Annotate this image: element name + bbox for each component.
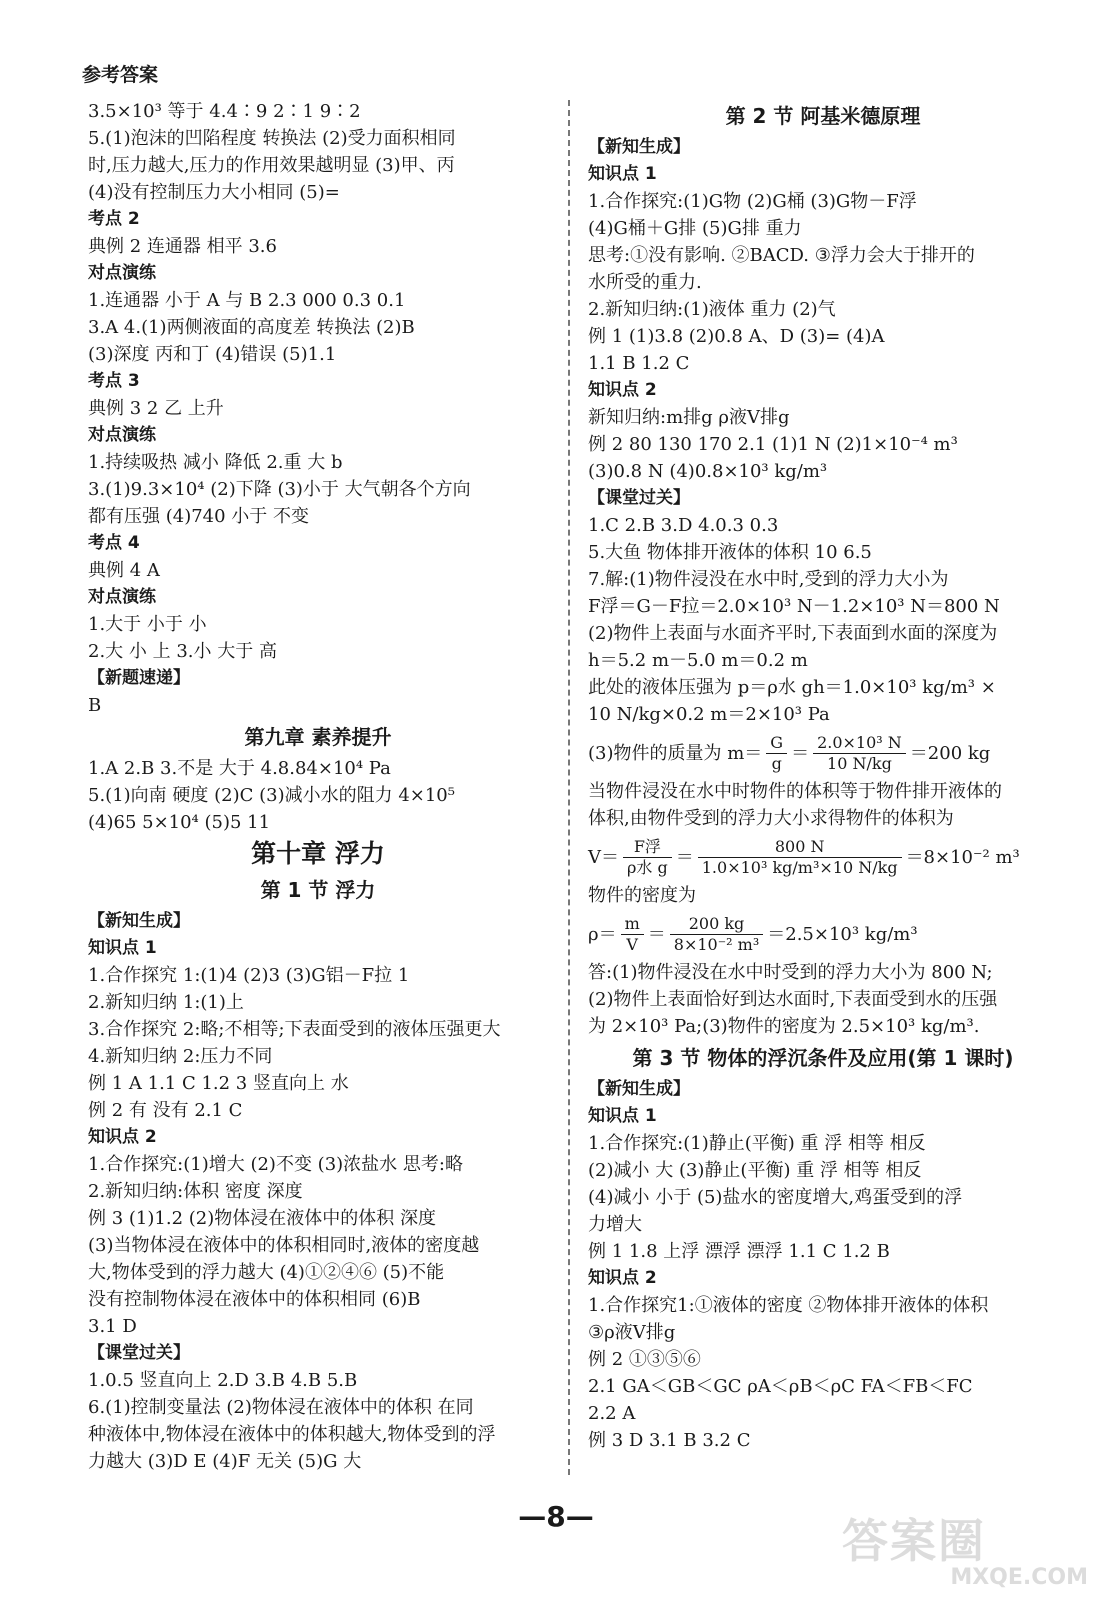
answer-text: 3.1 D: [88, 1316, 137, 1337]
answer-line: [588, 566, 1058, 593]
subsection-label: [88, 368, 548, 395]
answer-line: [588, 805, 1058, 832]
answer-text: (2)物件上表面与水面齐平时,下表面到水面的深度为: [588, 623, 998, 644]
answer-line: [588, 242, 1058, 269]
answer-text: 例 3 D 3.1 B 3.2 C: [588, 1430, 751, 1451]
answer-text: 5.(1)泡沫的凹陷程度 转换法 (2)受力面积相同: [88, 128, 456, 149]
formula-text: ＝: [675, 846, 694, 868]
formula-text: ＝: [647, 923, 666, 945]
fraction-denominator: 10 N/kg: [827, 753, 892, 773]
watermark: [842, 1505, 1092, 1590]
fraction-numerator: F浮: [623, 837, 672, 858]
answer-text: 1.合作探究:(1)静止(平衡) 重 浮 相等 相反: [588, 1133, 926, 1154]
answer-line: [588, 269, 1058, 296]
left-column: [88, 98, 548, 1475]
fraction: [670, 914, 763, 955]
answer-text: 体积,由物件受到的浮力大小求得物件的体积为: [588, 808, 954, 829]
answer-line: [88, 287, 548, 314]
answer-line: [588, 1346, 1058, 1373]
answer-line: [588, 296, 1058, 323]
answer-line: [588, 620, 1058, 647]
answer-text: 第 2 节 阿基米德原理: [725, 104, 921, 128]
subsection-label: [88, 1340, 548, 1367]
answer-text: 思考:①没有影响. ②BACD. ③浮力会大于排开的: [588, 245, 975, 266]
answer-line: [588, 350, 1058, 377]
answer-line: [588, 1013, 1058, 1040]
subsection-label: [588, 1076, 1058, 1103]
answer-text: 5.大鱼 物体排开液体的体积 10 6.5: [588, 542, 872, 563]
answer-text: 1.合作探究:(1)G物 (2)G桶 (3)G物－F浮: [588, 191, 917, 212]
answer-line: [88, 1070, 548, 1097]
subsection-label: [88, 1124, 548, 1151]
fraction: [623, 837, 672, 878]
column-divider: [568, 100, 570, 1475]
answer-line: [588, 323, 1058, 350]
answer-text: 3.A 4.(1)两侧液面的高度差 转换法 (2)B: [88, 317, 415, 338]
subsection-label: [88, 260, 548, 287]
formula-text: V＝: [588, 846, 619, 868]
answer-line: [588, 1427, 1058, 1454]
answer-line: [88, 1421, 548, 1448]
answer-line: [588, 404, 1058, 431]
answer-line: [588, 512, 1058, 539]
answer-text: 【新知生成】: [88, 911, 190, 931]
answer-text: 典例 4 A: [88, 560, 160, 581]
answer-text: 7.解:(1)物件浸没在水中时,受到的浮力大小为: [588, 569, 949, 590]
subsection-label: [88, 665, 548, 692]
answer-line: [88, 1394, 548, 1421]
answer-line: [588, 674, 1058, 701]
answer-text: ③ρ液V排g: [588, 1322, 676, 1343]
answer-text: 大,物体受到的浮力越大 (4)①②④⑥ (5)不能: [88, 1262, 445, 1283]
fraction: [766, 733, 787, 774]
answer-text: 2.1 GA＜GB＜GC ρA＜ρB＜ρC FA＜FB＜FC: [588, 1376, 973, 1397]
answer-text: 新知归纳:m排g ρ液V排g: [588, 407, 790, 428]
answer-text: 力增大: [588, 1214, 642, 1235]
right-column: [588, 98, 1058, 1454]
answer-text: 考点 3: [88, 371, 140, 391]
answer-text: 例 3 (1)1.2 (2)物体浸在液体中的体积 深度: [88, 1208, 436, 1229]
answer-text: 1.合作探究1:①液体的密度 ②物体排开液体的体积: [588, 1295, 989, 1316]
answer-text: 考点 2: [88, 209, 140, 229]
watermark-url: MXQE.COM: [950, 1565, 1088, 1590]
answer-text: 例 2 有 没有 2.1 C: [88, 1100, 243, 1121]
answer-line: [88, 314, 548, 341]
answer-line: [588, 431, 1058, 458]
formula-line: [588, 909, 1058, 959]
answer-line: [88, 125, 548, 152]
answer-line: [588, 1238, 1058, 1265]
answer-line: [588, 1157, 1058, 1184]
subsection-label: [88, 422, 548, 449]
answer-line: [588, 539, 1058, 566]
answer-line: [88, 638, 548, 665]
answer-line: [88, 395, 548, 422]
answer-text: 1.1 B 1.2 C: [588, 353, 690, 374]
section-title: [588, 1040, 1058, 1076]
page-number: —8—: [518, 1500, 594, 1533]
answer-line: [588, 1319, 1058, 1346]
answer-line: [588, 593, 1058, 620]
answer-line: [88, 1367, 548, 1394]
section-title: [88, 872, 548, 908]
answer-line: [588, 1211, 1058, 1238]
formula-text: (3)物件的质量为 m＝: [588, 742, 763, 764]
answer-text: 知识点 1: [588, 1106, 657, 1126]
formula-text: ＝200 kg: [909, 742, 991, 764]
answer-line: [88, 1178, 548, 1205]
answer-line: [88, 233, 548, 260]
formula-text: ＝2.5×10³ kg/m³: [767, 923, 918, 945]
subsection-label: [588, 134, 1058, 161]
answer-text: (2)减小 大 (3)静止(平衡) 重 浮 相等 相反: [588, 1160, 922, 1181]
subsection-label: [588, 1265, 1058, 1292]
answer-text: (3)深度 丙和丁 (4)错误 (5)1.1: [88, 344, 337, 365]
answer-text: 都有压强 (4)740 小于 不变: [88, 506, 310, 527]
answer-text: (4)减小 小于 (5)盐水的密度增大,鸡蛋受到的浮: [588, 1187, 963, 1208]
answer-text: 知识点 1: [588, 164, 657, 184]
answer-line: [588, 778, 1058, 805]
answer-text: (3)0.8 N (4)0.8×10³ kg/m³: [588, 461, 828, 482]
answer-line: [588, 1373, 1058, 1400]
answer-text: 物件的密度为: [588, 885, 696, 906]
fraction-denominator: g: [771, 753, 782, 773]
answer-text: 【课堂过关】: [588, 488, 690, 508]
answer-text: 知识点 2: [588, 1268, 657, 1288]
answer-line: [588, 1292, 1058, 1319]
answer-text: 2.大 小 上 3.小 大于 高: [88, 641, 277, 662]
answer-line: [88, 557, 548, 584]
answer-line: [588, 1400, 1058, 1427]
answer-line: [88, 503, 548, 530]
fraction-numerator: 2.0×10³ N: [813, 733, 906, 754]
answer-text: 【新知生成】: [588, 137, 690, 157]
answer-line: [588, 215, 1058, 242]
answer-text: 考点 4: [88, 533, 140, 553]
answer-text: 3.(1)9.3×10⁴ (2)下降 (3)小于 大气朝各个方向: [88, 479, 471, 500]
answer-text: 2.新知归纳:(1)液体 重力 (2)气: [588, 299, 836, 320]
fraction: [813, 733, 906, 774]
fraction: [698, 837, 902, 878]
answer-text: 2.新知归纳:体积 密度 深度: [88, 1181, 303, 1202]
subsection-label: [588, 377, 1058, 404]
answer-text: 此处的液体压强为 p＝ρ水 gh＝1.0×10³ kg/m³ ×: [588, 677, 996, 698]
answer-text: 例 2 80 130 170 2.1 (1)1 N (2)1×10⁻⁴ m³: [588, 434, 958, 455]
answer-line: [88, 1259, 548, 1286]
answer-text: (4)没有控制压力大小相同 (5)=: [88, 182, 340, 203]
answer-text: 4.新知归纳 2:压力不同: [88, 1046, 273, 1067]
answer-text: 【新题速递】: [88, 668, 190, 688]
answer-text: (3)当物体浸在液体中的体积相同时,液体的密度越: [88, 1235, 480, 1256]
answer-text: 对点演练: [88, 425, 156, 445]
formula-text: ρ＝: [588, 923, 617, 945]
subsection-label: [588, 161, 1058, 188]
subsection-label: [588, 1103, 1058, 1130]
answer-line: [88, 179, 548, 206]
answer-line: [588, 458, 1058, 485]
answer-line: [88, 1205, 548, 1232]
answer-text: 5.(1)向南 硬度 (2)C (3)减小水的阻力 4×10⁵: [88, 785, 455, 806]
chapter-title: [88, 836, 548, 872]
fraction-denominator: 8×10⁻² m³: [673, 934, 760, 954]
answer-text: F浮＝G－F拉＝2.0×10³ N－1.2×10³ N＝800 N: [588, 596, 1000, 617]
answer-text: 1.大于 小于 小: [88, 614, 207, 635]
answer-text: (4)G桶＋G排 (5)G排 重力: [588, 218, 802, 239]
section-title: [88, 719, 548, 755]
answer-text: 第 1 节 浮力: [260, 878, 376, 902]
answer-text: 1.0.5 竖直向上 2.D 3.B 4.B 5.B: [88, 1370, 358, 1391]
answer-text: 1.连通器 小于 A 与 B 2.3 000 0.3 0.1: [88, 290, 406, 311]
answer-text: 水所受的重力.: [588, 272, 702, 293]
answer-text: 1.A 2.B 3.不是 大于 4.8.84×10⁴ Pa: [88, 758, 391, 779]
answer-line: [88, 1151, 548, 1178]
answer-text: 第 3 节 物体的浮沉条件及应用(第 1 课时): [632, 1046, 1014, 1070]
fraction-numerator: m: [621, 914, 644, 935]
answer-line: [88, 476, 548, 503]
answer-line: [88, 809, 548, 836]
answer-line: [588, 986, 1058, 1013]
answer-text: 为 2×10³ Pa;(3)物件的密度为 2.5×10³ kg/m³.: [588, 1016, 980, 1037]
answer-text: 例 1 1.8 上浮 漂浮 漂浮 1.1 C 1.2 B: [588, 1241, 890, 1262]
answer-line: [88, 989, 548, 1016]
formula-text: ＝: [791, 742, 810, 764]
answer-line: [88, 962, 548, 989]
answer-text: 6.(1)控制变量法 (2)物体浸在液体中的体积 在同: [88, 1397, 474, 1418]
answer-text: B: [88, 695, 102, 716]
answer-line: [88, 1097, 548, 1124]
answer-line: [588, 959, 1058, 986]
subsection-label: [88, 584, 548, 611]
answer-text: 10 N/kg×0.2 m＝2×10³ Pa: [588, 704, 830, 725]
answer-text: 知识点 2: [588, 380, 657, 400]
answer-line: [88, 782, 548, 809]
subsection-label: [88, 530, 548, 557]
answer-text: 对点演练: [88, 263, 156, 283]
answer-text: h＝5.2 m－5.0 m＝0.2 m: [588, 650, 808, 671]
answer-line: [588, 188, 1058, 215]
answer-text: 2.2 A: [588, 1403, 636, 1424]
answer-line: [588, 1130, 1058, 1157]
fraction-numerator: G: [766, 733, 787, 754]
answer-text: 【新知生成】: [588, 1079, 690, 1099]
answer-text: 典例 2 连通器 相平 3.6: [88, 236, 277, 257]
section-title: [588, 98, 1058, 134]
answer-line: [88, 341, 548, 368]
answer-text: 知识点 2: [88, 1127, 157, 1147]
answer-text: 典例 3 2 乙 上升: [88, 398, 224, 419]
answer-line: [88, 1286, 548, 1313]
answer-line: [88, 1232, 548, 1259]
answer-text: 第十章 浮力: [251, 839, 385, 868]
watermark-logo-text: 答案圈: [842, 1514, 986, 1568]
fraction: [621, 914, 644, 955]
answer-line: [88, 1016, 548, 1043]
answer-text: 时,压力越大,压力的作用效果越明显 (3)甲、丙: [88, 155, 455, 176]
page-header: 参考答案: [82, 64, 159, 86]
answer-text: (2)物件上表面恰好到达水面时,下表面受到水的压强: [588, 989, 998, 1010]
answer-text: 2.新知归纳 1:(1)上: [88, 992, 244, 1013]
subsection-label: [88, 908, 548, 935]
answer-line: [88, 152, 548, 179]
answer-text: (4)65 5×10⁴ (5)5 11: [88, 812, 271, 833]
answer-text: 【课堂过关】: [88, 1343, 190, 1363]
subsection-label: [588, 485, 1058, 512]
answer-line: [588, 701, 1058, 728]
fraction-denominator: ρ水 g: [627, 857, 668, 877]
answer-line: [588, 1184, 1058, 1211]
answer-line: [88, 449, 548, 476]
answer-line: [588, 647, 1058, 674]
answer-line: [88, 1313, 548, 1340]
answer-text: 1.C 2.B 3.D 4.0.3 0.3: [588, 515, 779, 536]
formula-line: [588, 832, 1058, 882]
answer-text: 1.持续吸热 减小 降低 2.重 大 b: [88, 452, 343, 473]
answer-text: 例 1 A 1.1 C 1.2 3 竖直向上 水: [88, 1073, 349, 1094]
answer-text: 例 1 (1)3.8 (2)0.8 A、D (3)= (4)A: [588, 326, 885, 347]
answer-line: [588, 882, 1058, 909]
answer-line: [88, 611, 548, 638]
answer-text: 3.合作探究 2:略;不相等;下表面受到的液体压强更大: [88, 1019, 501, 1040]
answer-text: 知识点 1: [88, 938, 157, 958]
answer-line: [88, 1043, 548, 1070]
answer-text: 种液体中,物体浸在液体中的体积越大,物体受到的浮: [88, 1424, 496, 1445]
answer-text: 第九章 素养提升: [244, 725, 392, 749]
formula-text: ＝8×10⁻² m³: [905, 846, 1020, 868]
answer-text: 力越大 (3)D E (4)F 无关 (5)G 大: [88, 1451, 362, 1472]
answer-text: 没有控制物体浸在液体中的体积相同 (6)B: [88, 1289, 421, 1310]
subsection-label: [88, 935, 548, 962]
answer-text: 1.合作探究:(1)增大 (2)不变 (3)浓盐水 思考:略: [88, 1154, 463, 1175]
fraction-numerator: 800 N: [698, 837, 902, 858]
answer-line: [88, 1448, 548, 1475]
answer-text: 3.5×10³ 等于 4.4∶9 2∶1 9∶2: [88, 101, 361, 122]
fraction-denominator: V: [626, 934, 638, 954]
formula-line: [588, 728, 1058, 778]
answer-text: 对点演练: [88, 587, 156, 607]
answer-text: 例 2 ①③⑤⑥: [588, 1349, 701, 1370]
fraction-numerator: 200 kg: [670, 914, 763, 935]
answer-text: 1.合作探究 1:(1)4 (2)3 (3)G铝－F拉 1: [88, 965, 410, 986]
answer-line: [88, 692, 548, 719]
subsection-label: [88, 206, 548, 233]
answer-text: 当物件浸没在水中时物件的体积等于物件排开液体的: [588, 781, 1002, 802]
fraction-denominator: 1.0×10³ kg/m³×10 N/kg: [701, 857, 898, 877]
answer-line: [88, 98, 548, 125]
answer-line: [88, 755, 548, 782]
answer-text: 答:(1)物件浸没在水中时受到的浮力大小为 800 N;: [588, 962, 993, 983]
